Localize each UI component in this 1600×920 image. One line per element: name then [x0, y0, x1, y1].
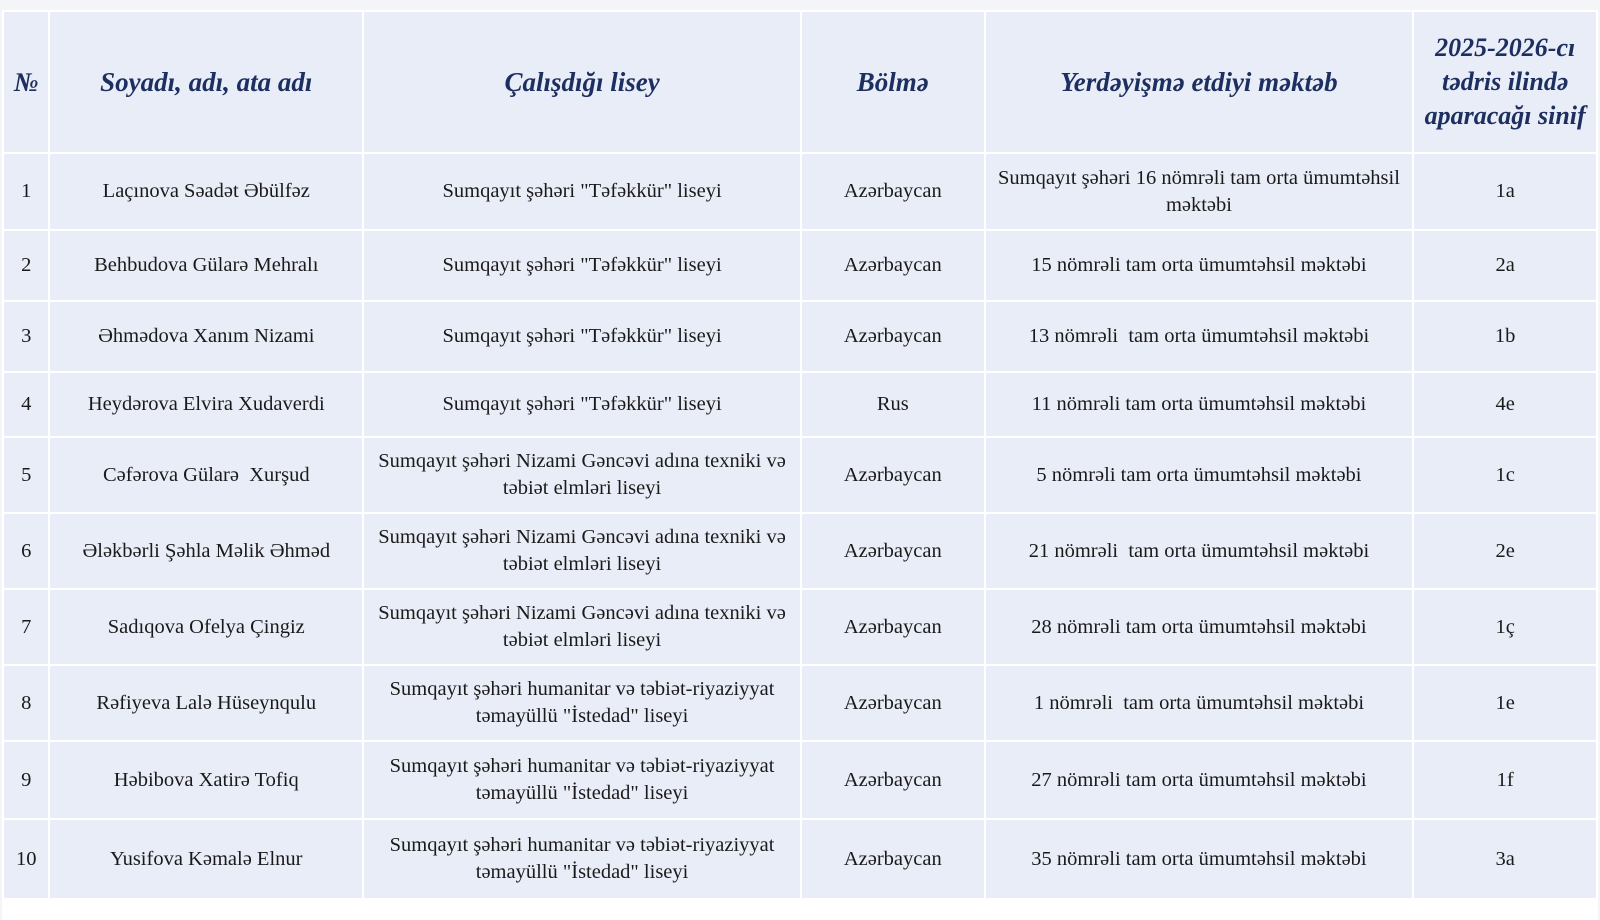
- table-row: [4, 820, 1596, 898]
- cell-grade: 2a: [1414, 231, 1596, 300]
- cell-lyceum: Sumqayıt şəhəri "Təfəkkür" liseyi: [364, 154, 800, 229]
- cell-number: 6: [4, 514, 48, 588]
- cell-full-name: Laçınova Səadət Əbülfəz: [50, 154, 362, 229]
- cell-grade: 1b: [1414, 302, 1596, 371]
- cell-number: 9: [4, 742, 48, 818]
- teacher-transfer-table-page: [2, 10, 1598, 920]
- cell-grade: 1e: [1414, 666, 1596, 740]
- cell-lyceum: Sumqayıt şəhəri Nizami Gəncəvi adına texniki və təbiət elmləri liseyi: [364, 514, 800, 588]
- header-lyceum: Çalışdığı lisey: [364, 12, 800, 152]
- cell-grade: 1a: [1414, 154, 1596, 229]
- cell-section: Azərbaycan: [802, 302, 984, 371]
- cell-number: 1: [4, 154, 48, 229]
- cell-transfer-school: 5 nömrəli tam orta ümumtəhsil məktəbi: [986, 438, 1413, 512]
- cell-number: 10: [4, 820, 48, 898]
- cell-transfer-school: 35 nömrəli tam orta ümumtəhsil məktəbi: [986, 820, 1413, 898]
- cell-transfer-school: 13 nömrəli tam orta ümumtəhsil məktəbi: [986, 302, 1413, 371]
- cell-transfer-school: 11 nömrəli tam orta ümumtəhsil məktəbi: [986, 373, 1413, 436]
- cell-section: Azərbaycan: [802, 590, 984, 664]
- table-row: [4, 742, 1596, 818]
- table-row: [4, 154, 1596, 229]
- cell-full-name: Ələkbərli Şəhla Məlik Əhməd: [50, 514, 362, 588]
- cell-section: Azərbaycan: [802, 742, 984, 818]
- table-row: [4, 666, 1596, 740]
- cell-number: 8: [4, 666, 48, 740]
- cell-number: 5: [4, 438, 48, 512]
- cell-full-name: Sadıqova Ofelya Çingiz: [50, 590, 362, 664]
- table-row: [4, 302, 1596, 371]
- header-full-name: Soyadı, adı, ata adı: [50, 12, 362, 152]
- cell-number: 7: [4, 590, 48, 664]
- cell-transfer-school: Sumqayıt şəhəri 16 nömrəli tam orta ümumtəhsil məktəbi: [986, 154, 1413, 229]
- cell-number: 2: [4, 231, 48, 300]
- header-section: Bölmə: [802, 12, 984, 152]
- cell-transfer-school: 21 nömrəli tam orta ümumtəhsil məktəbi: [986, 514, 1413, 588]
- cell-section: Azərbaycan: [802, 438, 984, 512]
- cell-lyceum: Sumqayıt şəhəri "Təfəkkür" liseyi: [364, 231, 800, 300]
- table-row: [4, 373, 1596, 436]
- table-row: [4, 438, 1596, 512]
- table-header-row: [4, 12, 1596, 152]
- cell-section: Azərbaycan: [802, 231, 984, 300]
- cell-grade: 3a: [1414, 820, 1596, 898]
- table-row: [4, 231, 1596, 300]
- cell-full-name: Həbibova Xatirə Tofiq: [50, 742, 362, 818]
- cell-grade: 1ç: [1414, 590, 1596, 664]
- cell-full-name: Behbudova Gülarə Mehralı: [50, 231, 362, 300]
- cell-transfer-school: 28 nömrəli tam orta ümumtəhsil məktəbi: [986, 590, 1413, 664]
- header-grade: 2025-2026-cı tədris ilində aparacağı sinif: [1414, 12, 1596, 152]
- cell-grade: 1c: [1414, 438, 1596, 512]
- cell-section: Azərbaycan: [802, 820, 984, 898]
- cell-section: Azərbaycan: [802, 154, 984, 229]
- cell-lyceum: Sumqayıt şəhəri "Təfəkkür" liseyi: [364, 302, 800, 371]
- cell-full-name: Heydərova Elvira Xudaverdi: [50, 373, 362, 436]
- cell-full-name: Rəfiyeva Lalə Hüseynqulu: [50, 666, 362, 740]
- cell-lyceum: Sumqayıt şəhəri "Təfəkkür" liseyi: [364, 373, 800, 436]
- cell-transfer-school: 15 nömrəli tam orta ümumtəhsil məktəbi: [986, 231, 1413, 300]
- cell-section: Azərbaycan: [802, 666, 984, 740]
- cell-full-name: Cəfərova Gülarə Xurşud: [50, 438, 362, 512]
- cell-number: 3: [4, 302, 48, 371]
- cell-grade: 1f: [1414, 742, 1596, 818]
- cell-transfer-school: 1 nömrəli tam orta ümumtəhsil məktəbi: [986, 666, 1413, 740]
- cell-lyceum: Sumqayıt şəhəri humanitar və təbiət-riyaziyyat təmayüllü "İstedad" liseyi: [364, 742, 800, 818]
- teacher-transfer-table: [2, 10, 1598, 900]
- cell-number: 4: [4, 373, 48, 436]
- table-row: [4, 514, 1596, 588]
- cell-section: Rus: [802, 373, 984, 436]
- cell-lyceum: Sumqayıt şəhəri humanitar və təbiət-riyaziyyat təmayüllü "İstedad" liseyi: [364, 820, 800, 898]
- cell-full-name: Yusifova Kəmalə Elnur: [50, 820, 362, 898]
- cell-lyceum: Sumqayıt şəhəri Nizami Gəncəvi adına texniki və təbiət elmləri liseyi: [364, 438, 800, 512]
- table-row: [4, 590, 1596, 664]
- header-transfer-school: Yerdəyişmə etdiyi məktəb: [986, 12, 1413, 152]
- cell-section: Azərbaycan: [802, 514, 984, 588]
- cell-lyceum: Sumqayıt şəhəri Nizami Gəncəvi adına texniki və təbiət elmləri liseyi: [364, 590, 800, 664]
- header-number: №: [4, 12, 48, 152]
- cell-full-name: Əhmədova Xanım Nizami: [50, 302, 362, 371]
- cell-grade: 4e: [1414, 373, 1596, 436]
- cell-transfer-school: 27 nömrəli tam orta ümumtəhsil məktəbi: [986, 742, 1413, 818]
- cell-lyceum: Sumqayıt şəhəri humanitar və təbiət-riyaziyyat təmayüllü "İstedad" liseyi: [364, 666, 800, 740]
- cell-grade: 2e: [1414, 514, 1596, 588]
